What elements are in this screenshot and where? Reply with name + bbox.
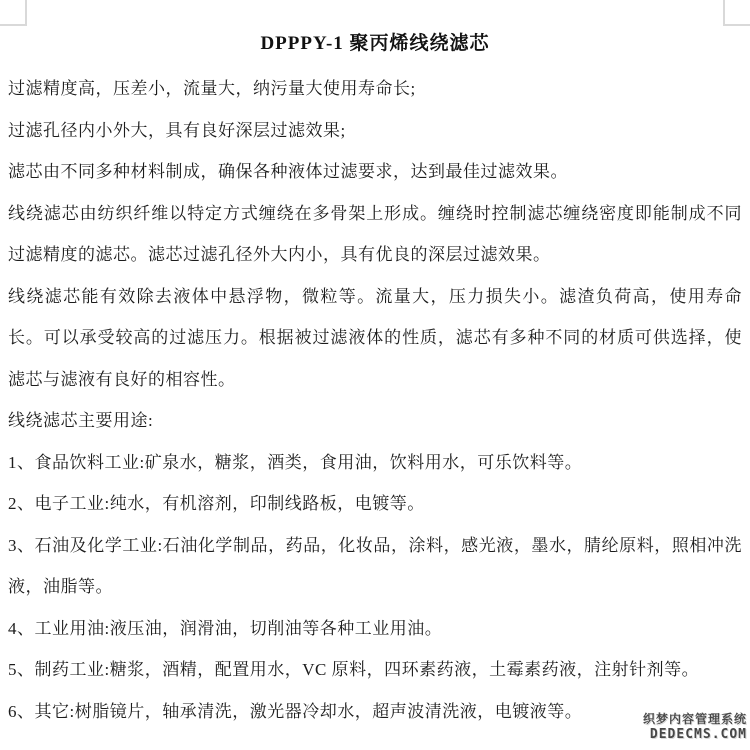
applications-list — [8, 442, 742, 733]
applications-heading: 线绕滤芯主要用途: — [8, 411, 154, 430]
description-paragraph: 滤芯由不同多种材料制成，确保各种液体过滤要求，达到最佳过滤效果。 — [8, 162, 568, 181]
page-corner-mark-top-right — [723, 0, 750, 26]
dedecms-watermark — [643, 712, 747, 742]
application-item: 5、制药工业:糖浆，酒精，配置用水，VC 原料，四环素药液，土霉素药液，注射针剂等。 — [8, 660, 700, 679]
description-paragraph: 线绕滤芯能有效除去液体中悬浮物，微粒等。流量大，压力损失小。滤渣负荷高，使用寿命长。可以承受较高的过滤压力。根据被过滤液体的性质，滤芯有多种不同的材质可供选择，使滤芯与滤液有良好的相容性。 — [8, 286, 742, 389]
application-item: 3、石油及化学工业:石油化学制品，药品，化妆品，涂料，感光液，墨水，腈纶原料，照相冲洗液，油脂等。 — [8, 535, 742, 596]
application-item: 4、工业用油:液压油，润滑油，切削油等各种工业用油。 — [8, 618, 443, 638]
application-item: 2、电子工业:纯水，有机溶剂，印制线路板，电镀等。 — [8, 494, 425, 513]
description-paragraph: 线绕滤芯由纺织纤维以特定方式缠绕在多骨架上形成。缠绕时控制滤芯缠绕密度即能制成不同过滤精度的滤芯。滤芯过滤孔径外大内小，具有优良的深层过滤效果。 — [8, 203, 742, 264]
page-corner-mark-top-left — [0, 0, 27, 26]
document-body — [0, 68, 750, 732]
document-title: DPPPY-1 聚丙烯线绕滤芯 — [260, 33, 490, 54]
application-item: 6、其它:树脂镜片，轴承清洗，激光器冷却水，超声波清洗液，电镀液等。 — [8, 701, 583, 721]
description-paragraph: 过滤孔径内小外大，具有良好深层过滤效果; — [8, 120, 346, 140]
application-item: 1、食品饮料工业:矿泉水，糖浆，酒类，食用油，饮料用水，可乐饮料等。 — [8, 452, 583, 472]
description-paragraph: 过滤精度高，压差小，流量大，纳污量大使用寿命长; — [8, 79, 416, 98]
watermark-chinese-text: 织梦内容管理系统 — [642, 712, 747, 726]
description-paragraphs — [8, 68, 742, 400]
watermark-domain-text: DEDECMS.COM — [649, 727, 747, 742]
